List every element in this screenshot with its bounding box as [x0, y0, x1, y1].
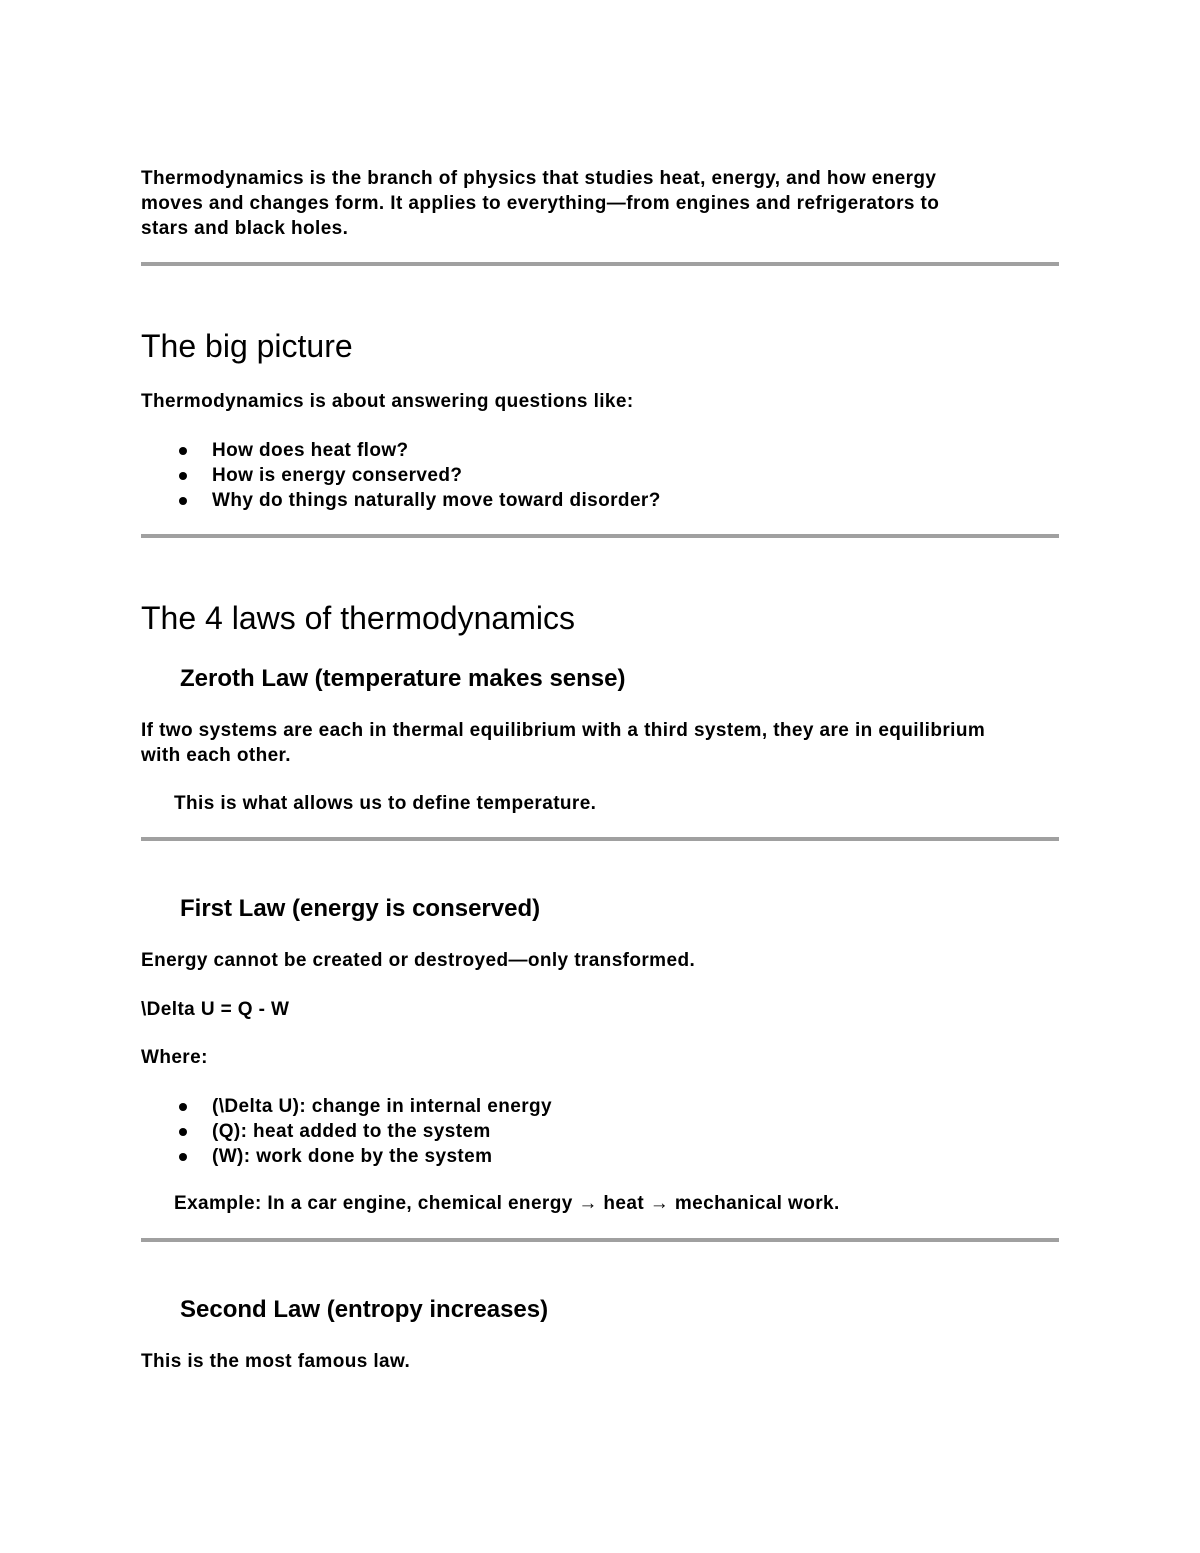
first-law-example: Example: In a car engine, chemical energy → heat → mechanical work. — [174, 1193, 840, 1214]
list-item — [141, 488, 661, 513]
bullet-icon — [179, 1153, 187, 1161]
zeroth-law-heading: Zeroth Law (temperature makes sense) — [180, 665, 626, 692]
zeroth-law-note: This is what allows us to define temperature. — [174, 793, 597, 814]
list-item-text: (Q): heat added to the system — [212, 1121, 491, 1142]
list-item — [141, 438, 661, 463]
where-label: Where: — [141, 1047, 208, 1068]
section-divider — [141, 837, 1059, 841]
intro-line: stars and black holes. — [141, 218, 349, 239]
list-item — [141, 1119, 552, 1144]
list-item-text: How does heat flow? — [212, 440, 409, 461]
big-picture-lead: Thermodynamics is about answering questions like: — [141, 391, 634, 412]
section-divider — [141, 534, 1059, 538]
first-law-heading: First Law (energy is conserved) — [180, 895, 541, 922]
statement-line: with each other. — [141, 745, 291, 766]
section-divider — [141, 1238, 1059, 1242]
terms-list — [141, 1094, 552, 1169]
second-law-heading: Second Law (entropy increases) — [180, 1296, 549, 1323]
intro-paragraph — [141, 166, 939, 241]
bullet-icon — [179, 447, 187, 455]
bullet-icon — [179, 497, 187, 505]
bullet-icon — [179, 1103, 187, 1111]
list-item — [141, 463, 661, 488]
bullet-icon — [179, 1128, 187, 1136]
statement-line: If two systems are each in thermal equilibrium with a third system, they are in equilibrium — [141, 720, 986, 741]
questions-list — [141, 438, 661, 513]
section-divider — [141, 262, 1059, 266]
list-item-text: How is energy conserved? — [212, 465, 463, 486]
list-item — [141, 1144, 552, 1169]
second-law-statement: This is the most famous law. — [141, 1351, 411, 1372]
bullet-icon — [179, 472, 187, 480]
intro-line: Thermodynamics is the branch of physics that studies heat, energy, and how energy — [141, 168, 937, 189]
list-item-text: (\Delta U): change in internal energy — [212, 1096, 552, 1117]
section-heading-big-picture: The big picture — [141, 328, 353, 364]
first-law-statement: Energy cannot be created or destroyed—only transformed. — [141, 950, 696, 971]
intro-line: moves and changes form. It applies to everything—from engines and refrigerators to — [141, 193, 940, 214]
section-heading-four-laws: The 4 laws of thermodynamics — [141, 600, 575, 636]
list-item — [141, 1094, 552, 1119]
first-law-equation: \Delta U = Q - W — [141, 999, 290, 1020]
list-item-text: Why do things naturally move toward disorder? — [212, 490, 661, 511]
zeroth-law-statement — [141, 718, 985, 768]
list-item-text: (W): work done by the system — [212, 1146, 493, 1167]
